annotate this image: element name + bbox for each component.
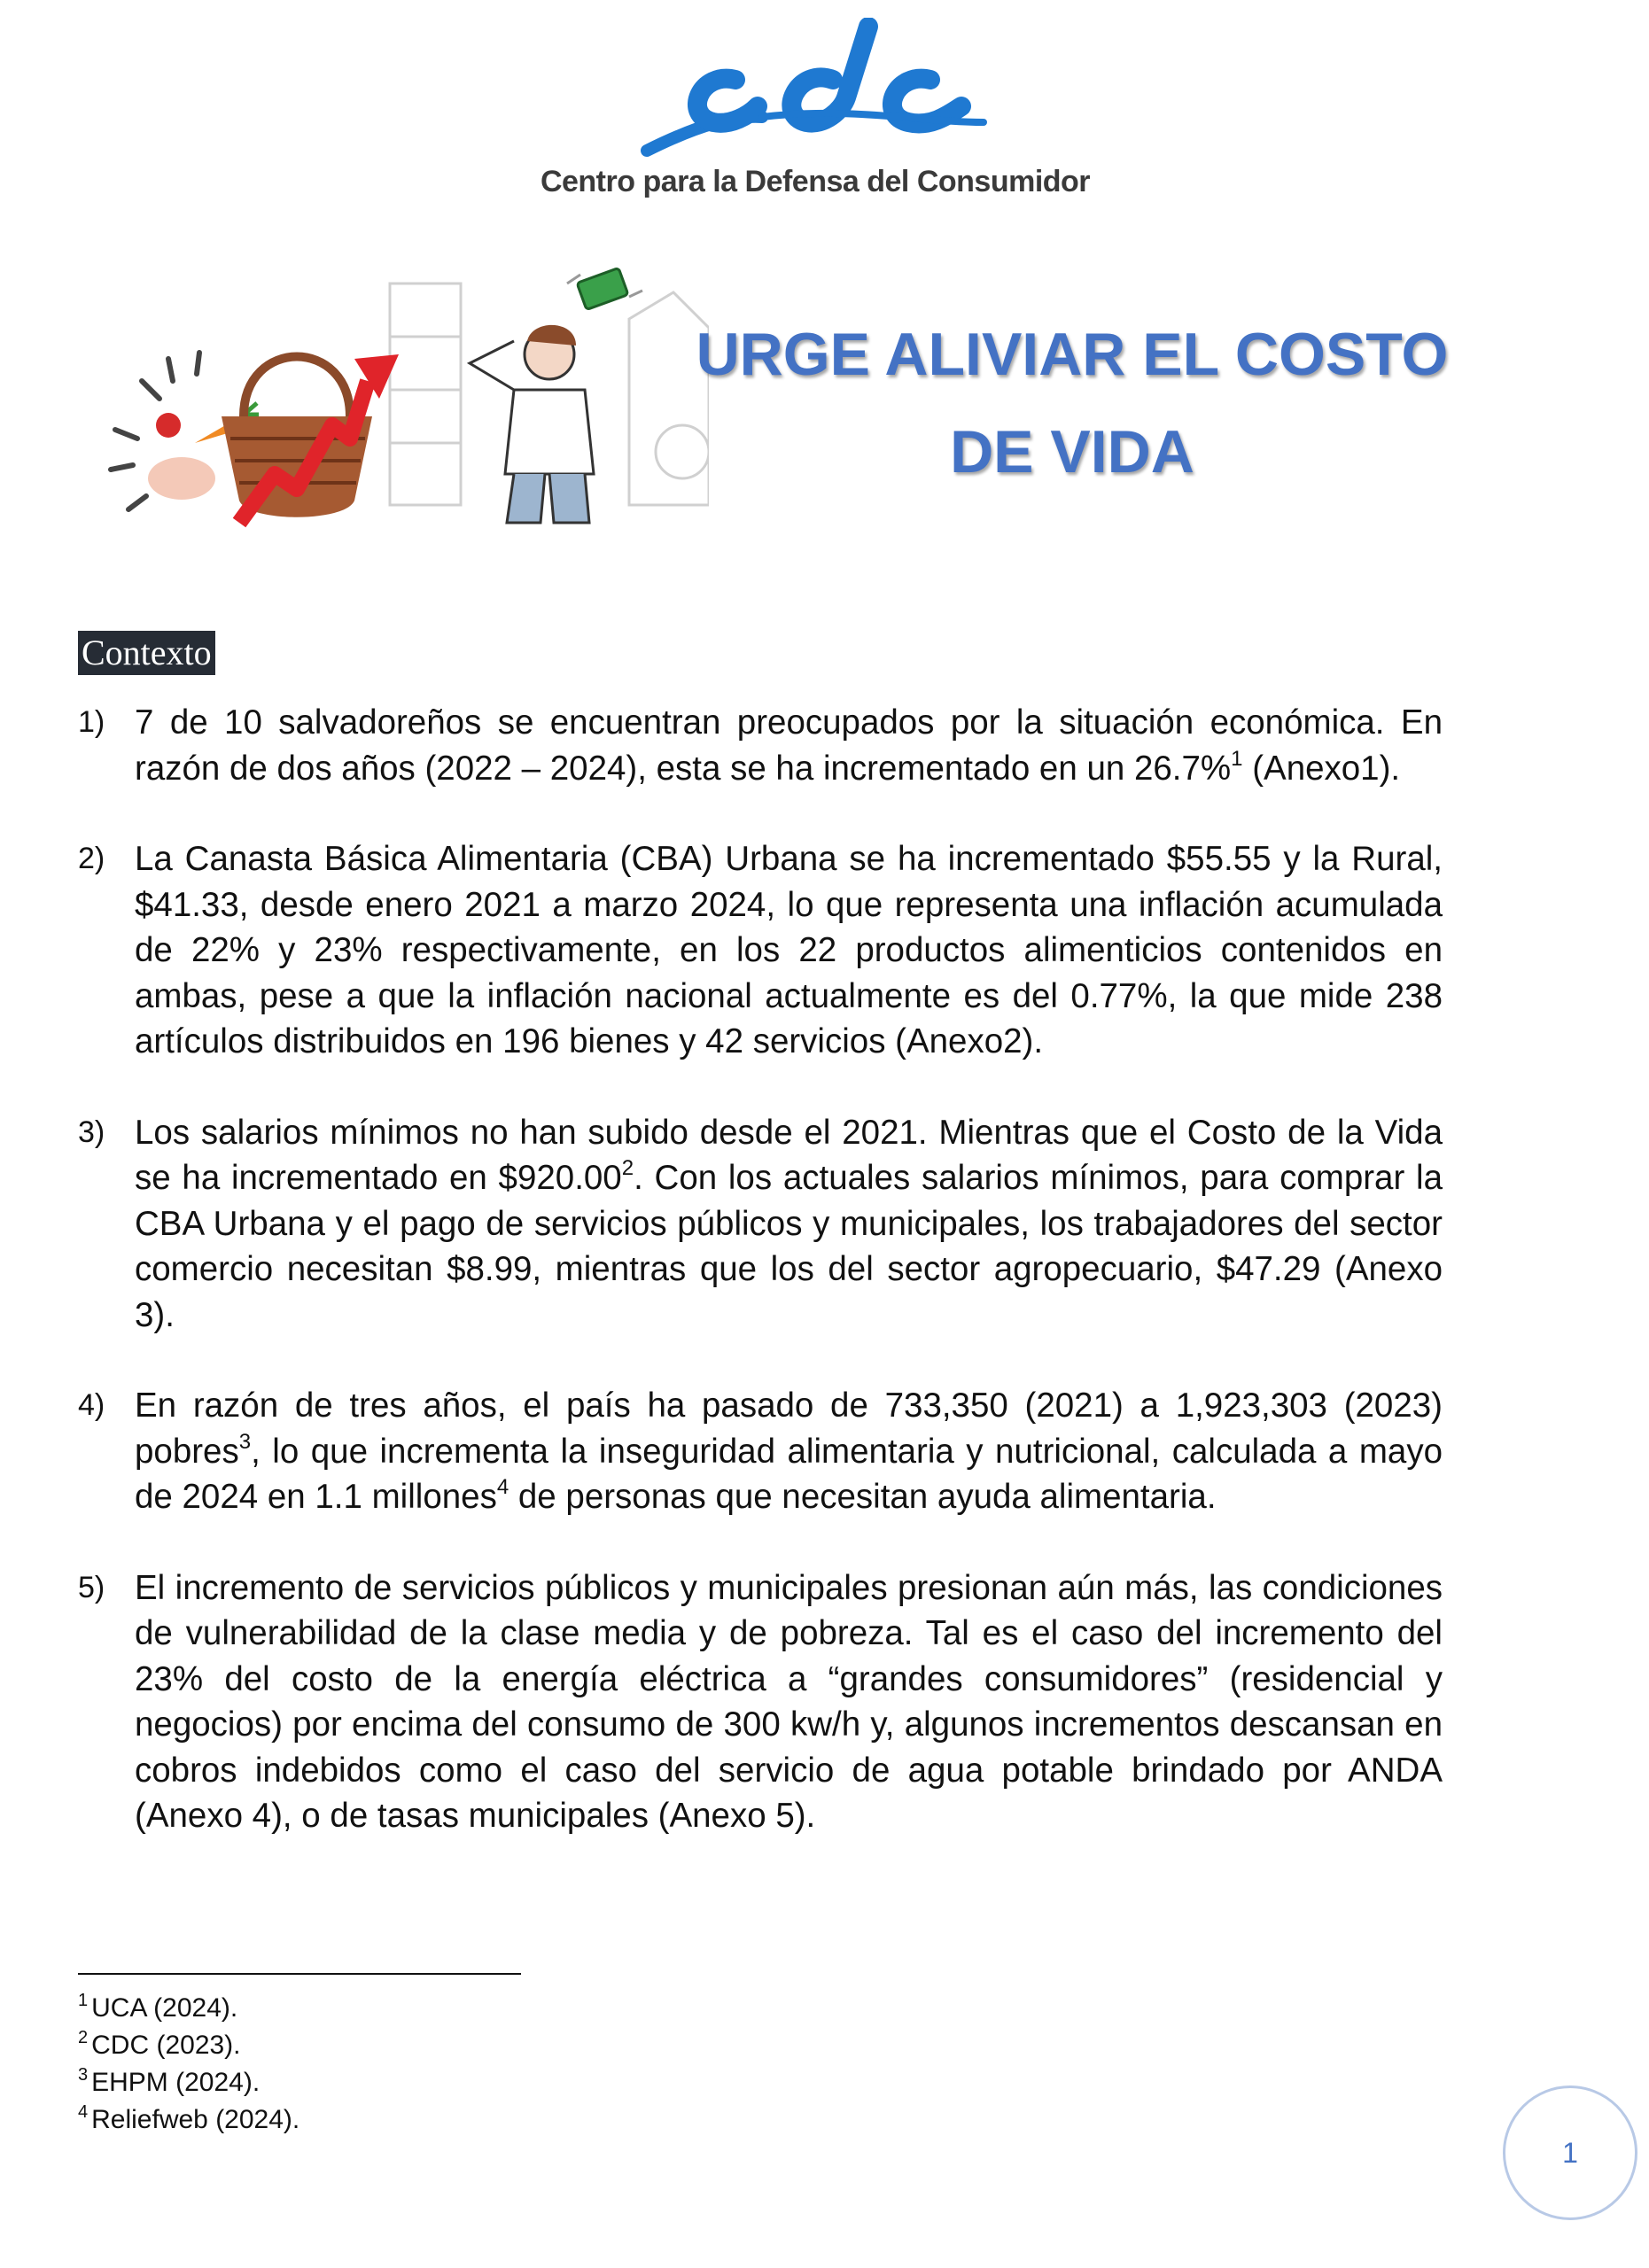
footnote-ref[interactable]: 2 <box>621 1156 634 1180</box>
list-item-text: Los salarios mínimos no han subido desde el 2021. Mientras que el Costo de la Vida se ha incrementado en $920.00$^2$. Con los actuales salarios mínimos, para comprar la CBA Urbana y el pago de servicios públicos y municipales, los trabajadores del sector comercio necesitan $8.99, mientras que los del sector agropecuario, $47.29 (Anexo 3). <box>135 1113 1443 1334</box>
document-title <box>691 306 1453 501</box>
flying-money-icon <box>567 268 642 309</box>
list-item-text: 7 de 10 salvadoreños se encuentran preocupados por la situación económica. En razón de dos años (2022 – 2024), esta se ha incrementado en un 26.7%$^1$ (Anexo1). <box>135 703 1443 788</box>
list-item-text: El incremento de servicios públicos y municipales presionan aún más, las condiciones de vulnerabilidad de la clase media y de pobreza. Tal es el caso del incremento del 23% del costo de la energía eléctrica a “grandes consumidores” (residencial y negocios) por encima del consumo de 300 kw/h y, algunos incrementos descansan en cobros indebidos como el caso del servicio de agua potable brindado por ANDA (Anexo 4), o de tasas municipales (Anexo 5). <box>135 1568 1443 1835</box>
logo-subtitle: Centro para la Defensa del Consumidor <box>540 165 1091 198</box>
tomato-icon <box>156 413 181 438</box>
footnote-divider <box>78 1973 521 1975</box>
worried-woman-icon <box>470 325 594 523</box>
footnote-ref[interactable]: 3 <box>238 1429 252 1454</box>
list-item <box>78 836 1443 1065</box>
chicken-icon <box>148 457 215 500</box>
list-item-number: 1) <box>78 705 105 739</box>
list-item <box>78 1110 1443 1339</box>
list-item-text: En razón de tres años, el país ha pasado de 733,350 (2021) a 1,923,303 (2023) pobres$^3$, lo que incrementa la inseguridad alimentaria y nutricional, calculada a mayo de 2024 en 1.1 millones$^4$ de personas que necesitan ayuda alimentaria. <box>135 1386 1443 1516</box>
footnotes <box>78 1990 299 2139</box>
cost-of-living-illustration <box>97 257 709 540</box>
footnote-ref[interactable]: 1 <box>1231 746 1243 771</box>
title-line-2: DE VIDA <box>950 418 1194 485</box>
footnote: $^3$ EHPM (2024). <box>78 2065 261 2097</box>
context-list <box>78 700 1443 1884</box>
footnote: $^4$ Reliefweb (2024). <box>78 2102 300 2134</box>
list-item <box>78 1383 1443 1520</box>
list-item-number: 3) <box>78 1115 105 1149</box>
list-item <box>78 1565 1443 1839</box>
footnote-ref[interactable]: 4 <box>496 1475 509 1499</box>
cdc-logo <box>532 18 1099 213</box>
list-item-number: 4) <box>78 1388 105 1422</box>
title-line-1: URGE ALIVIAR EL COSTO <box>696 321 1449 388</box>
footnote: $^2$ CDC (2023). <box>78 2028 241 2060</box>
page-number: 1 <box>1503 2085 1637 2220</box>
list-item-number: 2) <box>78 842 105 875</box>
list-item-text: La Canasta Básica Alimentaria (CBA) Urbana se ha incrementado $55.55 y la Rural, $41.33, desde enero 2021 a marzo 2024, lo que representa una inflación acumulada de 22% y 23% respectivamente, en los 22 productos alimenticios contenidos en ambas, pese a que la inflación nacional actualmente es del 0.77%, la que mide 238 artículos distribuidos en 196 bienes y 42 servicios (Anexo2). <box>135 840 1443 1060</box>
cdc-logo-mark <box>629 18 1001 168</box>
list-item <box>78 700 1443 791</box>
section-label-contexto: Contexto <box>78 631 215 675</box>
footnote: $^1$ UCA (2024). <box>78 1991 238 2023</box>
list-item-number: 5) <box>78 1570 105 1604</box>
